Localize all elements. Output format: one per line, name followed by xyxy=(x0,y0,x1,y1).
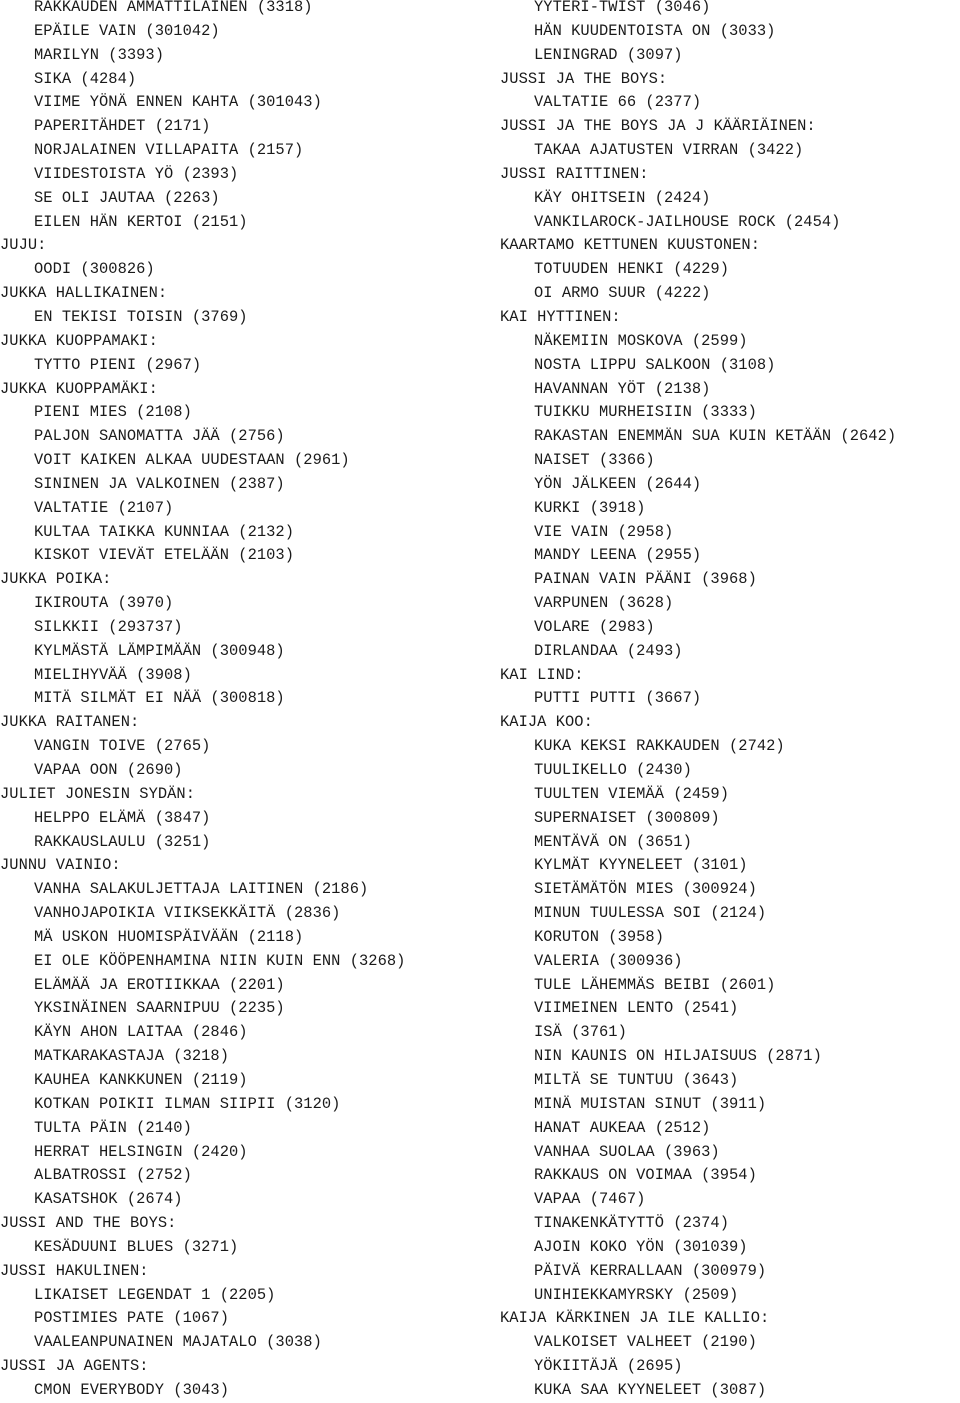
song-entry: PALJON SANOMATTA JÄÄ (2756) xyxy=(34,427,285,446)
artist-heading: KAI LIND: xyxy=(500,665,584,684)
song-entry: OODI (300826) xyxy=(34,260,155,279)
song-entry: EI OLE KÖÖPENHAMINA NIIN KUIN ENN (3268) xyxy=(34,951,406,970)
song-entry: SILKKII (293737) xyxy=(34,617,183,636)
song-entry: TYTTO PIENI (2967) xyxy=(34,355,202,374)
song-entry: NORJALAINEN VILLAPAITA (2157) xyxy=(34,141,304,160)
song-entry: VAALEANPUNAINEN MAJATALO (3038) xyxy=(34,1333,322,1352)
song-entry: SIKA (4284) xyxy=(34,69,137,88)
song-entry: VALERIA (300936) xyxy=(534,951,683,970)
song-entry: KOTKAN POIKII ILMAN SIIPII (3120) xyxy=(34,1094,341,1113)
song-entry: OI ARMO SUUR (4222) xyxy=(534,284,711,303)
song-entry: HAVANNAN YÖT (2138) xyxy=(534,379,711,398)
song-entry: HELPPO ELÄMÄ (3847) xyxy=(34,808,211,827)
song-entry: RAKASTAN ENEMMÄN SUA KUIN KETÄÄN (2642) xyxy=(534,427,897,446)
artist-heading: JUKKA KUOPPAMÄKI: xyxy=(0,379,158,398)
artist-heading: JUJU: xyxy=(0,236,47,255)
song-entry: VARPUNEN (3628) xyxy=(534,594,674,613)
song-entry: SUPERNAISET (300809) xyxy=(534,808,720,827)
song-entry: KUKA KEKSI RAKKAUDEN (2742) xyxy=(534,737,785,756)
song-entry: VANHOJAPOIKIA VIIKSEKKÄITÄ (2836) xyxy=(34,904,341,923)
song-entry: EILEN HÄN KERTOI (2151) xyxy=(34,212,248,231)
song-entry: LIKAISET LEGENDAT 1 (2205) xyxy=(34,1285,276,1304)
song-entry: VAPAA (7467) xyxy=(534,1190,646,1209)
song-entry: EPÄILE VAIN (301042) xyxy=(34,21,220,40)
song-entry: KYLMÄSTÄ LÄMPIMÄÄN (300948) xyxy=(34,641,285,660)
song-entry: IKIROUTA (3970) xyxy=(34,594,174,613)
artist-heading: JUSSI AND THE BOYS: xyxy=(0,1214,177,1233)
artist-heading: JUSSI HAKULINEN: xyxy=(0,1261,149,1280)
song-entry: HÄN KUUDENTOISTA ON (3033) xyxy=(534,21,776,40)
song-entry: KYLMÄT KYYNELEET (3101) xyxy=(534,856,748,875)
artist-heading: JUKKA RAITANEN: xyxy=(0,713,140,732)
song-entry: PIENI MIES (2108) xyxy=(34,403,192,422)
song-entry: TUULTEN VIEMÄÄ (2459) xyxy=(534,784,730,803)
song-entry: NÄKEMIIN MOSKOVA (2599) xyxy=(534,331,748,350)
song-entry: LENINGRAD (3097) xyxy=(534,45,683,64)
artist-heading: JUKKA POIKA: xyxy=(0,570,112,589)
song-entry: HANAT AUKEAA (2512) xyxy=(534,1118,711,1137)
song-entry: ALBATROSSI (2752) xyxy=(34,1166,192,1185)
song-entry: TAKAA AJATUSTEN VIRRAN (3422) xyxy=(534,141,804,160)
song-entry: POSTIMIES PATE (1067) xyxy=(34,1309,230,1328)
song-entry: YYTERI-TWIST (3046) xyxy=(534,0,711,16)
song-entry: MATKARAKASTAJA (3218) xyxy=(34,1047,230,1066)
song-entry: VANHA SALAKULJETTAJA LAITINEN (2186) xyxy=(34,880,369,899)
song-entry: PUTTI PUTTI (3667) xyxy=(534,689,702,708)
song-entry: KISKOT VIEVÄT ETELÄÄN (2103) xyxy=(34,546,295,565)
song-entry: KAUHEA KANKKUNEN (2119) xyxy=(34,1070,248,1089)
song-entry: TULTA PÄIN (2140) xyxy=(34,1118,192,1137)
song-entry: MENTÄVÄ ON (3651) xyxy=(534,832,692,851)
song-entry: MARILYN (3393) xyxy=(34,45,165,64)
song-entry: TUULIKELLO (2430) xyxy=(534,761,692,779)
song-entry: KULTAA TAIKKA KUNNIAA (2132) xyxy=(34,522,295,541)
song-entry: UNIHIEKKAMYRSKY (2509) xyxy=(534,1285,739,1304)
song-entry: NIN KAUNIS ON HILJAISUUS (2871) xyxy=(534,1047,822,1066)
song-entry: KORUTON (3958) xyxy=(534,927,665,946)
song-entry: RAKKAUS ON VOIMAA (3954) xyxy=(534,1166,757,1185)
song-entry: YÖN JÄLKEEN (2644) xyxy=(534,474,702,493)
song-entry: RAKKAUSLAULU (3251) xyxy=(34,832,211,851)
song-entry: SIETÄMÄTÖN MIES (300924) xyxy=(534,880,757,899)
artist-heading: JUSSI JA THE BOYS JA J KÄÄRIÄINEN: xyxy=(500,117,816,136)
song-entry: SE OLI JAUTAA (2263) xyxy=(34,188,220,207)
song-entry: SININEN JA VALKOINEN (2387) xyxy=(34,474,285,493)
song-entry: AJOIN KOKO YÖN (301039) xyxy=(534,1237,748,1256)
song-entry: PAINAN VAIN PÄÄNI (3968) xyxy=(534,570,757,589)
song-entry: VOLARE (2983) xyxy=(534,617,655,636)
song-entry: KÄYN AHON LAITAA (2846) xyxy=(34,1023,248,1042)
song-entry: VANHAA SUOLAA (3963) xyxy=(534,1142,720,1161)
song-entry: NOSTA LIPPU SALKOON (3108) xyxy=(534,355,776,374)
song-entry: TOTUUDEN HENKI (4229) xyxy=(534,260,730,279)
song-entry: VANGIN TOIVE (2765) xyxy=(34,737,211,756)
song-entry: NAISET (3366) xyxy=(534,451,655,470)
song-entry: ISÄ (3761) xyxy=(534,1023,627,1042)
artist-heading: JUSSI JA AGENTS: xyxy=(0,1357,149,1376)
song-entry: YKSINÄINEN SAARNIPUU (2235) xyxy=(34,999,285,1018)
artist-heading: JUNNU VAINIO: xyxy=(0,856,121,875)
song-entry: CMON EVERYBODY (3043) xyxy=(34,1380,230,1399)
song-entry: HERRAT HELSINGIN (2420) xyxy=(34,1142,248,1161)
song-entry: TULE LÄHEMMÄS BEIBI (2601) xyxy=(534,975,776,994)
song-entry: MINÄ MUISTAN SINUT (3911) xyxy=(534,1094,767,1113)
song-entry: VIE VAIN (2958) xyxy=(534,522,674,541)
song-entry: VIIDESTOISTA YÖ (2393) xyxy=(34,164,239,183)
song-entry: YÖKIITÄJÄ (2695) xyxy=(534,1357,683,1376)
song-entry: VIIME YÖNÄ ENNEN KAHTA (301043) xyxy=(34,93,322,112)
song-entry: TINAKENKÄTYTTÖ (2374) xyxy=(534,1214,730,1233)
song-entry: DIRLANDAA (2493) xyxy=(534,641,683,660)
artist-heading: KAARTAMO KETTUNEN KUUSTONEN: xyxy=(500,236,761,255)
artist-heading: JUSSI JA THE BOYS: xyxy=(500,69,668,88)
song-entry: KÄY OHITSEIN (2424) xyxy=(534,188,711,207)
song-entry: MIELIHYVÄÄ (3908) xyxy=(34,665,192,684)
right-column xyxy=(500,0,960,1403)
song-entry: VAPAA OON (2690) xyxy=(34,761,183,779)
artist-heading: JULIET JONESIN SYDÄN: xyxy=(0,784,196,803)
song-entry: MÄ USKON HUOMISPÄIVÄÄN (2118) xyxy=(34,927,304,946)
song-entry: VALTATIE (2107) xyxy=(34,498,174,517)
song-entry: TUIKKU MURHEISIIN (3333) xyxy=(534,403,757,422)
artist-heading: KAI HYTTINEN: xyxy=(500,307,621,326)
song-entry: VIIMEINEN LENTO (2541) xyxy=(534,999,739,1018)
song-entry: MILTÄ SE TUNTUU (3643) xyxy=(534,1070,739,1089)
song-entry: MANDY LEENA (2955) xyxy=(534,546,702,565)
artist-heading: JUKKA HALLIKAINEN: xyxy=(0,284,168,303)
artist-heading: KAIJA KÄRKINEN JA ILE KALLIO: xyxy=(500,1309,770,1328)
song-entry: VALKOISET VALHEET (2190) xyxy=(534,1333,757,1352)
song-entry: KUKA SAA KYYNELEET (3087) xyxy=(534,1380,767,1399)
artist-heading: KAIJA KOO: xyxy=(500,713,593,732)
song-entry: RAKKAUDEN AMMATTILAINEN (3318) xyxy=(34,0,313,16)
song-entry: KASATSHOK (2674) xyxy=(34,1190,183,1209)
song-entry: VANKILAROCK-JAILHOUSE ROCK (2454) xyxy=(534,212,841,231)
artist-heading: JUKKA KUOPPAMAKI: xyxy=(0,331,158,350)
song-entry: EN TEKISI TOISIN (3769) xyxy=(34,307,248,326)
song-entry: KESÄDUUNI BLUES (3271) xyxy=(34,1237,239,1256)
song-entry: PAPERITÄHDET (2171) xyxy=(34,117,211,136)
artist-heading: JUSSI RAITTINEN: xyxy=(500,164,649,183)
song-entry: KURKI (3918) xyxy=(534,498,646,517)
song-entry: VALTATIE 66 (2377) xyxy=(534,93,702,112)
song-entry: VOIT KAIKEN ALKAA UUDESTAAN (2961) xyxy=(34,451,350,470)
song-entry: MINUN TUULESSA SOI (2124) xyxy=(534,904,767,923)
song-entry: MITÄ SILMÄT EI NÄÄ (300818) xyxy=(34,689,285,708)
song-entry: ELÄMÄÄ JA EROTIIKKAA (2201) xyxy=(34,975,285,994)
song-entry: PÄIVÄ KERRALLAAN (300979) xyxy=(534,1261,767,1280)
